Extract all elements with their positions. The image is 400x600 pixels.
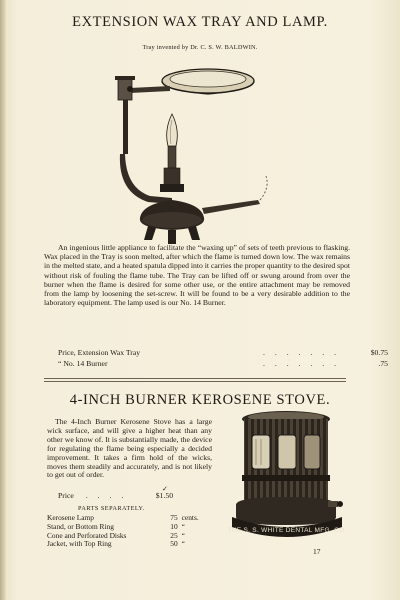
part-price: 10: [170, 521, 178, 531]
check-mark: ✓: [162, 485, 168, 493]
wax-tray-description-text: An ingenious little appliance to facilitate the “waxing up” of sets of teeth previous to flasking. Wax placed in the Tray is soon melted, after which the flame is turned down low. The wax remains in the melted state, and a heated spatula dipped into it carries the proper quantity to the desired spot without risk of fouling the flame tube. The Tray can be lifted off or swung around from over the burner when the flame is desired for some other use, or the entire attachment may be removed from the lamp by loosening the set-screw. It will be found to be a very desirable addition to the laboratory equipment. The lamp used is our No. 14 Burner.: [44, 243, 350, 308]
leader-dots: . . . . . . .: [263, 359, 340, 368]
wax-tray-lamp-illustration: [90, 58, 280, 258]
leader-dots: . . . . . . .: [263, 348, 340, 357]
part-name: Kerosene Lamp: [47, 513, 94, 522]
part-price: 75: [170, 513, 178, 522]
kerosene-stove-illustration: [212, 405, 356, 545]
price-amount: $0.75: [370, 348, 388, 357]
section-divider-bottom: [44, 381, 346, 382]
part-name: Cone and Perforated Disks: [47, 530, 127, 540]
kerosene-stove-description-text: The 4-Inch Burner Kerosene Stove has a large wick surface, and will give a higher heat than any other we know of. It is substantially made, the device for regulating the flame being especially a decided improvement. It takes a firm hold of the wicks, moves them steadily and accurately, and is not likely to get out of order.: [47, 417, 212, 480]
price-row-wax-tray: [58, 348, 388, 357]
part-unit: “: [181, 530, 185, 540]
parts-heading: PARTS SEPARATELY.: [78, 505, 145, 512]
wax-tray-title: EXTENSION WAX TRAY AND LAMP.: [72, 14, 328, 30]
price-label: “ No. 14 Burner: [58, 359, 108, 368]
wax-tray-byline: Tray invented by Dr. C. S. W. BALDWIN.: [142, 44, 258, 51]
part-price: 25: [170, 530, 178, 540]
part-unit: “: [181, 539, 185, 549]
kerosene-stove-description: [47, 418, 212, 480]
part-unit: cents.: [181, 513, 199, 522]
stove-price-row: [58, 491, 173, 500]
price-row-burner: [58, 359, 388, 368]
kerosene-stove-title: 4-INCH BURNER KEROSENE STOVE.: [69, 392, 331, 408]
page-number: 17: [313, 547, 321, 556]
stove-price-label: Price: [58, 491, 74, 500]
price-amount: .75: [378, 359, 388, 368]
wax-tray-description: [44, 243, 350, 307]
price-label: Price, Extension Wax Tray: [58, 348, 141, 357]
part-unit: “: [181, 521, 185, 531]
part-price: 50: [170, 539, 178, 549]
parts-list: [47, 514, 207, 549]
part-name: Jacket, with Top Ring: [47, 539, 112, 549]
section-divider-top: [44, 378, 346, 379]
part-name: Stand, or Bottom Ring: [47, 521, 114, 531]
stove-price-amount: $1.50: [155, 491, 174, 500]
stove-nameplate: THE S. S. WHITE DENTAL MFG. CO.: [227, 527, 347, 534]
page-binding-shadow: [0, 0, 6, 600]
list-item: [47, 540, 207, 549]
leader-dots: . . . .: [85, 491, 128, 500]
